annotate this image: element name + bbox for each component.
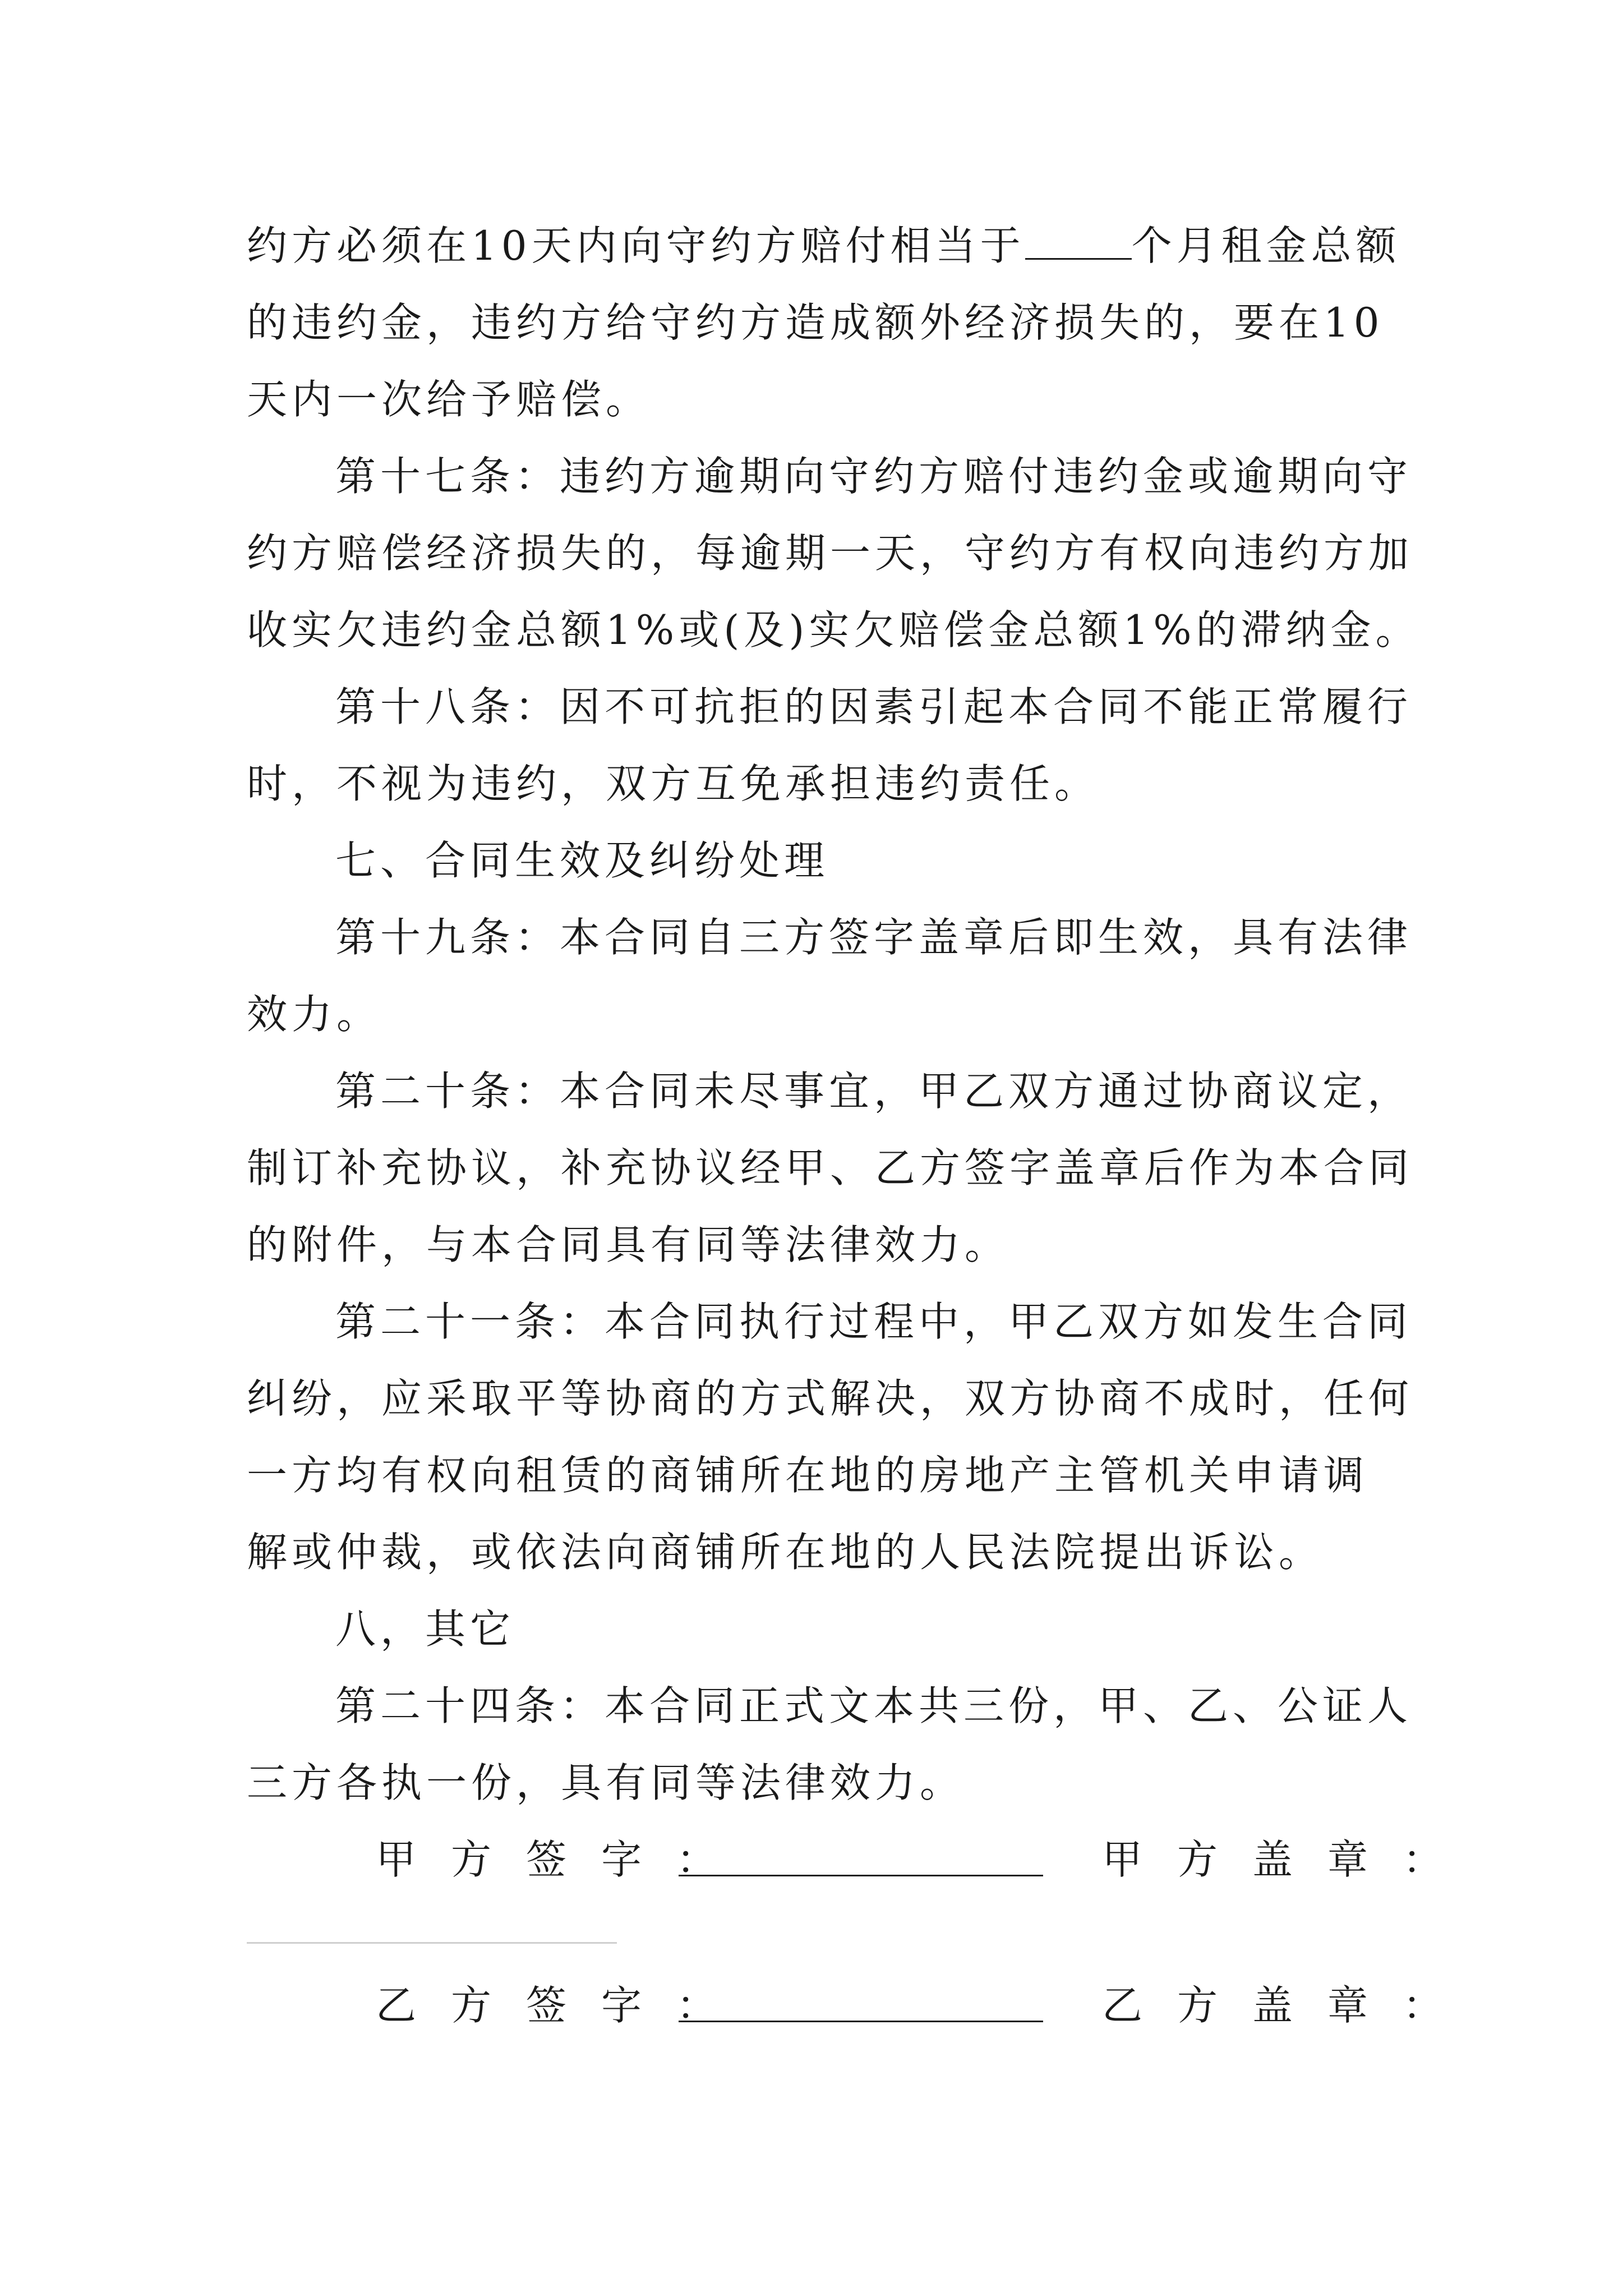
party-b-sign-label: 乙方签字： [376, 1982, 752, 2029]
section-heading: 七、合同生效及纠纷处理 [335, 837, 829, 884]
text-line: 收实欠违约金总额1%或(及)实欠赔偿金总额1%的滞纳金。 [247, 606, 1421, 654]
signature-row-party-a [247, 1834, 1478, 1885]
article-19-line: 第十九条：本合同自三方签字盖章后即生效，具有法律 [335, 914, 1413, 961]
text-line: 一方均有权向租赁的商铺所在地的房地产主管机关申请调 [247, 1452, 1369, 1499]
text-line: 制订补充协议，补充协议经甲、乙方签字盖章后作为本合同 [247, 1144, 1414, 1191]
party-a-sign-label: 甲方签字： [376, 1836, 752, 1883]
party-b-seal-label: 乙方盖章： [1102, 1982, 1478, 2029]
text-line: 约方赔偿经济损失的，每逾期一天，守约方有权向违约方加 [247, 530, 1414, 577]
party-a-signature-line [679, 1874, 1043, 1876]
section-heading: 八，其它 [335, 1605, 515, 1653]
text-line: 的附件，与本合同具有同等法律效力。 [247, 1221, 1010, 1268]
text-line: 时，不视为违约，双方互免承担违约责任。 [247, 760, 1100, 807]
text-line: 效力。 [247, 991, 382, 1038]
text-line: 天内一次给予赔偿。 [247, 376, 651, 423]
text-line: 纠纷，应采取平等协商的方式解决，双方协商不成时，任何 [247, 1375, 1414, 1422]
party-a-seal-label: 甲方盖章： [1102, 1836, 1478, 1883]
signature-row-party-b [247, 1980, 1478, 2031]
article-24-line: 第二十四条：本合同正式文本共三份，甲、乙、公证人 [335, 1682, 1413, 1729]
party-a-seal-line [247, 1941, 617, 1944]
fill-in-blank [1025, 223, 1132, 260]
article-18-line: 第十八条：因不可抗拒的因素引起本合同不能正常履行 [335, 683, 1413, 730]
article-17-line: 第十七条：违约方逾期向守约方赔付违约金或逾期向守 [335, 453, 1413, 500]
text-line: 的违约金，违约方给守约方造成额外经济损失的，要在10 [247, 299, 1384, 346]
party-b-signature-line [679, 2019, 1043, 2022]
text-line [247, 220, 1401, 271]
article-20-line: 第二十条：本合同未尽事宜，甲乙双方通过协商议定， [335, 1068, 1413, 1115]
text-segment: 个月租金总额 [1131, 222, 1401, 269]
text-line: 解或仲裁，或依法向商铺所在地的人民法院提出诉讼。 [247, 1529, 1324, 1576]
article-21-line: 第二十一条：本合同执行过程中，甲乙双方如发生合同 [335, 1298, 1413, 1345]
text-segment: 约方必须在10天内向守约方赔付相当于 [247, 222, 1025, 269]
text-line: 三方各执一份，具有同等法律效力。 [247, 1759, 965, 1806]
